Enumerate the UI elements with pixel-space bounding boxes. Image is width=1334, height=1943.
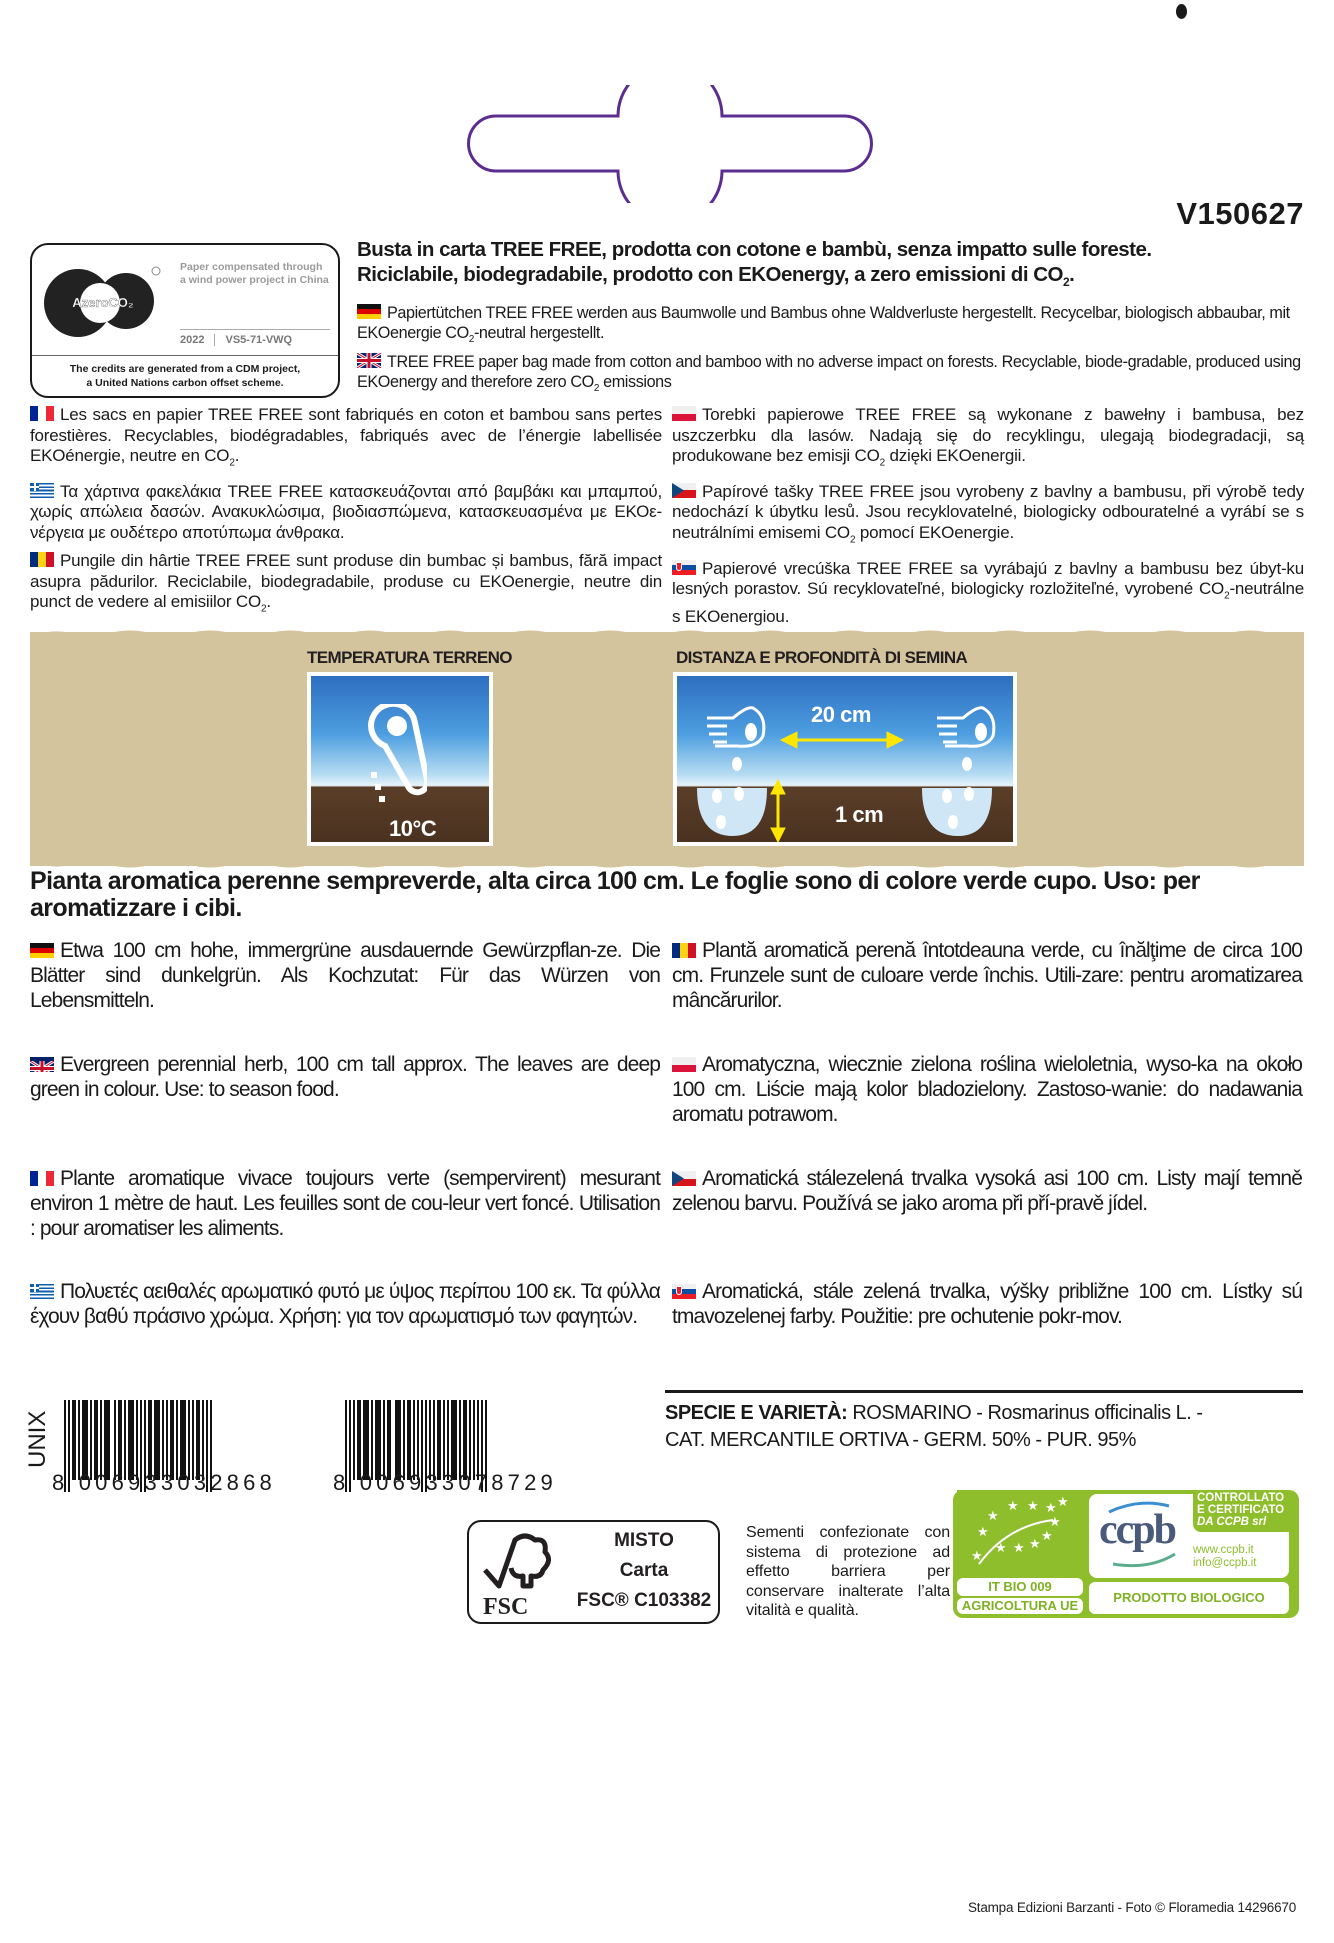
flag-sk-icon [672,560,696,575]
fsc-license: FSC® C103382 [576,1590,712,1611]
species-divider [665,1390,1303,1393]
flag-gr-icon [30,483,54,498]
description-cs: Aromatická stálezelená trvalka vysoká asi 100 cm. Listy mají temně zelenou barvu. Používá se jako aroma při pří-pravě jídel. [672,1167,1302,1215]
azeroco2-logo-icon [42,259,164,341]
packaging-sk: Papierové vrecúška TREE FREE sa vyrábajú z bavlny a bambusu bez úbyt-ku lesných porastov. Sú recyklovateľné, biologicky rozložiteľné, vyrobené $CO_2$-neutrálne s EKOenergiou. [672,558,1304,627]
flag-sk-icon [672,1284,696,1299]
azeroco2-year: 2022 [180,334,215,346]
species-label: SPECIE E VARIETÀ: [665,1402,848,1424]
svg-text:★: ★ [1041,1529,1053,1544]
flag-fr-icon [30,1171,54,1186]
sowing-info-band [30,632,1304,866]
band-wave-top [30,628,1304,638]
fsc-label [467,1520,720,1624]
flag-de-icon [357,304,381,319]
barcode-1-bars [52,1400,284,1480]
packaging-en: TREE FREE paper bag made from cotton and bamboo with no adverse impact on forests. Recyclable, biode-gradable, produced using EKOenergy and therefore zero $CO_2$ emissions [357,353,1301,395]
flag-uk-icon [30,1057,54,1072]
packaging-right-column [672,405,1304,628]
svg-text:★: ★ [1049,1515,1061,1530]
svg-text:★: ★ [1057,1495,1069,1510]
ccpb-badge: CONTROLLATO E CERTIFICATO DA CCPB srl [1193,1490,1295,1532]
svg-text:AzeroCO₂: AzeroCO₂ [72,295,134,310]
azeroco2-serial: VS5-71-VWQ [225,334,293,346]
barcode-2-bars [333,1400,565,1480]
barcode-2-number: 8 006933078729 [333,1470,557,1495]
eu-organic-code: IT BIO 009 [957,1578,1083,1596]
eu-stars-leaf-icon [957,1490,1077,1574]
packaging-ro: Pungile din hârtie TREE FREE sunt produse din bumbac și bambus, fără impact asupra pădurilor. Reciclabile, biodegradabile, produse cu EKOenergie, neutre din punct de vedere al emisiilor $CO_2$. [30,551,662,615]
packaging-fr: Les sacs en papier TREE FREE sont fabriqués en coton et bambou sans pertes forestières. Recyclables, biodégradables, fabriqués avec de l’énergie labellisée EKOénergie, neutre en $CO_2$. [30,405,662,469]
flag-ro-icon [30,552,54,567]
description-pl: Aromatyczna, wiecznie zielona roślina wieloletnia, wyso-ka na około 100 cm. Liście mają kolor bladozielony. Zastoso-wanie: do nadawania aromatu potrawom. [672,1053,1302,1126]
flag-pl-icon [672,406,696,421]
distance-illustration [673,672,1017,846]
azeroco2-label [30,243,340,398]
flag-cz-icon [672,1171,696,1186]
description-fr: Plante aromatique vivace toujours verte (sempervirent) mesurant environ 1 mètre de haut. Les feuilles sont de cou-leur vert foncé. Utilisation : pour aromatiser les aliments. [30,1167,660,1240]
flag-ro-icon [672,943,696,958]
svg-text:★: ★ [1007,1499,1019,1514]
svg-text:★: ★ [1045,1501,1057,1516]
ccpb-contacts [1193,1544,1256,1570]
plant-description-title: Pianta aromatica perenne sempreverde, alta circa 100 cm. Le foglie sono di colore verde cupo. Uso: per aromatizzare i cibi. [30,867,1200,922]
packaging-el: Τα χάρτινα φακελάκια TREE FREE κατασκευάζονται από βαμβάκι και μπαμπού, χωρίς απώλεια δασών. Ανακυκλώσιμα, βιοδιασπώμενα, κατασκευασμένα με ΕΚΟε-νέργεια με ουδέτερο αποτύπωμα άνθρακα. [30,481,662,542]
azeroco2-meta [180,329,330,346]
brand-unix: UNIX [24,1410,51,1468]
ccpb-email: info@ccpb.it [1193,1557,1257,1569]
thermometer-icon [363,704,427,816]
svg-text:★: ★ [987,1509,999,1524]
seed-protection-note: Sementi confezionate con sistema di protezione ad effetto barriera per conservare inalterate l’alta vitalità e qualità. [746,1524,950,1619]
barcode-1 [52,1400,284,1496]
barcode-2 [333,1400,565,1496]
seed-depth-value: 1 cm [835,802,884,827]
registration-dot [1176,4,1187,19]
soil-temperature-value: 10°C [389,816,437,841]
description-sk: Aromatická, stále zelená trvalka, výšky približne 100 cm. Lístky sú tmavozelenej farby. Použitie: pre ochutenie pokr-mov. [672,1280,1302,1328]
packaging-de: Papiertütchen TREE FREE werden aus Baumwolle und Bambus ohne Waldverluste hergestellt. Recycelbar, biologisch abbaubar, mit EKOenergie $CO_2$-neutral hergestellt. [357,304,1290,346]
distance-title: DISTANZA E PROFONDITÀ DI SEMINA [676,648,968,667]
temperature-title: TEMPERATURA TERRENO [307,648,512,667]
description-en: Evergreen perennial herb, 100 cm tall approx. The leaves are deep green in colour. Use: to season food. [30,1053,660,1101]
svg-text:★: ★ [1013,1541,1025,1556]
print-credit: Stampa Edizioni Barzanti - Foto © Floramedia 14296670 [967,1900,1296,1915]
description-de: Etwa 100 cm hohe, immergrüne ausdauernde Gewürzpflan-ze. Die Blätter sind dunkelgrün. Als Kochzutat: Für das Würzen von Lebensmitteln. [30,939,660,1012]
eu-organic-leaf-logo [957,1490,1077,1574]
organic-product-label: PRODOTTO BIOLOGICO [1089,1582,1289,1614]
flag-de-icon [30,943,54,958]
flag-gr-icon [30,1284,54,1299]
svg-text:★: ★ [995,1541,1007,1556]
svg-text:★: ★ [1027,1499,1039,1514]
fsc-carta: Carta [619,1560,669,1581]
flag-fr-icon [30,406,54,421]
azeroco2-footnote: The credits are generated from a CDM project, a United Nations carbon offset scheme. [32,355,338,390]
organic-certification [953,1490,1299,1618]
species-info [665,1400,1305,1454]
barcode-1-number: 8 006933032868 [52,1470,276,1495]
packaging-pl: Torebki papierowe TREE FREE są wykonane z bawełny i bambusa, bez uszczerbku dla lasów. Nadają się do recyklingu, ulegają biodegradacji, są produkowane bez emisji $CO_2$ dzięki EKOenergii. [672,405,1304,469]
fsc-misto: MISTO [614,1530,674,1551]
seed-spacing-value: 20 cm [811,702,871,727]
ccpb-website: www.ccpb.it [1193,1544,1254,1556]
fsc-tree-icon [481,1530,557,1594]
temperature-illustration [307,672,493,846]
packaging-cs: Papírové tašky TREE FREE jsou vyrobeny z bavlny a bambusu, při výrobě tedy nedochází k úbytku lesů. Jsou recyklovatelné, biologicky odbouratelné a vyrábí se s neutrálními emisemi $CO_2$ pomocí EKOenergie. [672,481,1304,546]
species-category: CAT. MERCANTILE ORTIVA - GERM. 50% - PUR. 95% [665,1429,1136,1451]
svg-text:★: ★ [971,1549,983,1564]
ccpb-logo-box [1089,1494,1289,1578]
azeroco2-statement: Paper compensated through a wind power project in China [180,261,329,286]
packaging-left-column [30,405,662,620]
flag-cz-icon [672,483,696,498]
packaging-title: Busta in carta TREE FREE, prodotta con cotone e bambù, senza impatto sulle foreste. Riciclabile, biodegradabile, prodotto con EKOenergy, a zero emissioni di $CO_2$. [357,238,1152,290]
eu-organic-origin: AGRICOLTURA UE [957,1598,1083,1614]
hang-hole-outline [466,85,874,203]
description-el: Πολυετές αειθαλές αρωματικό φυτό με ύψος περίπου 100 εκ. Τα φύλλα έχουν βαθύ πράσινο χρώμα. Χρήση: για τον αρωματισμό των φαγητών. [30,1280,660,1328]
fsc-mark: FSC [483,1594,529,1620]
flag-pl-icon [672,1057,696,1072]
ccpb-logo: ccpb [1099,1507,1175,1553]
flag-uk-icon [357,353,381,368]
product-code: V150627 [1176,196,1304,231]
description-ro: Plantă aromatică perenă întotdeauna verde, cu înălţime de circa 100 cm. Frunzele sunt de culoare verde închis. Utili-zare: pentru aromatizarea mâncărurilor. [672,939,1302,1012]
species-name: ROSMARINO - Rosmarinus officinalis L. - [847,1402,1203,1424]
svg-text:★: ★ [1029,1537,1041,1552]
svg-text:★: ★ [977,1525,989,1540]
